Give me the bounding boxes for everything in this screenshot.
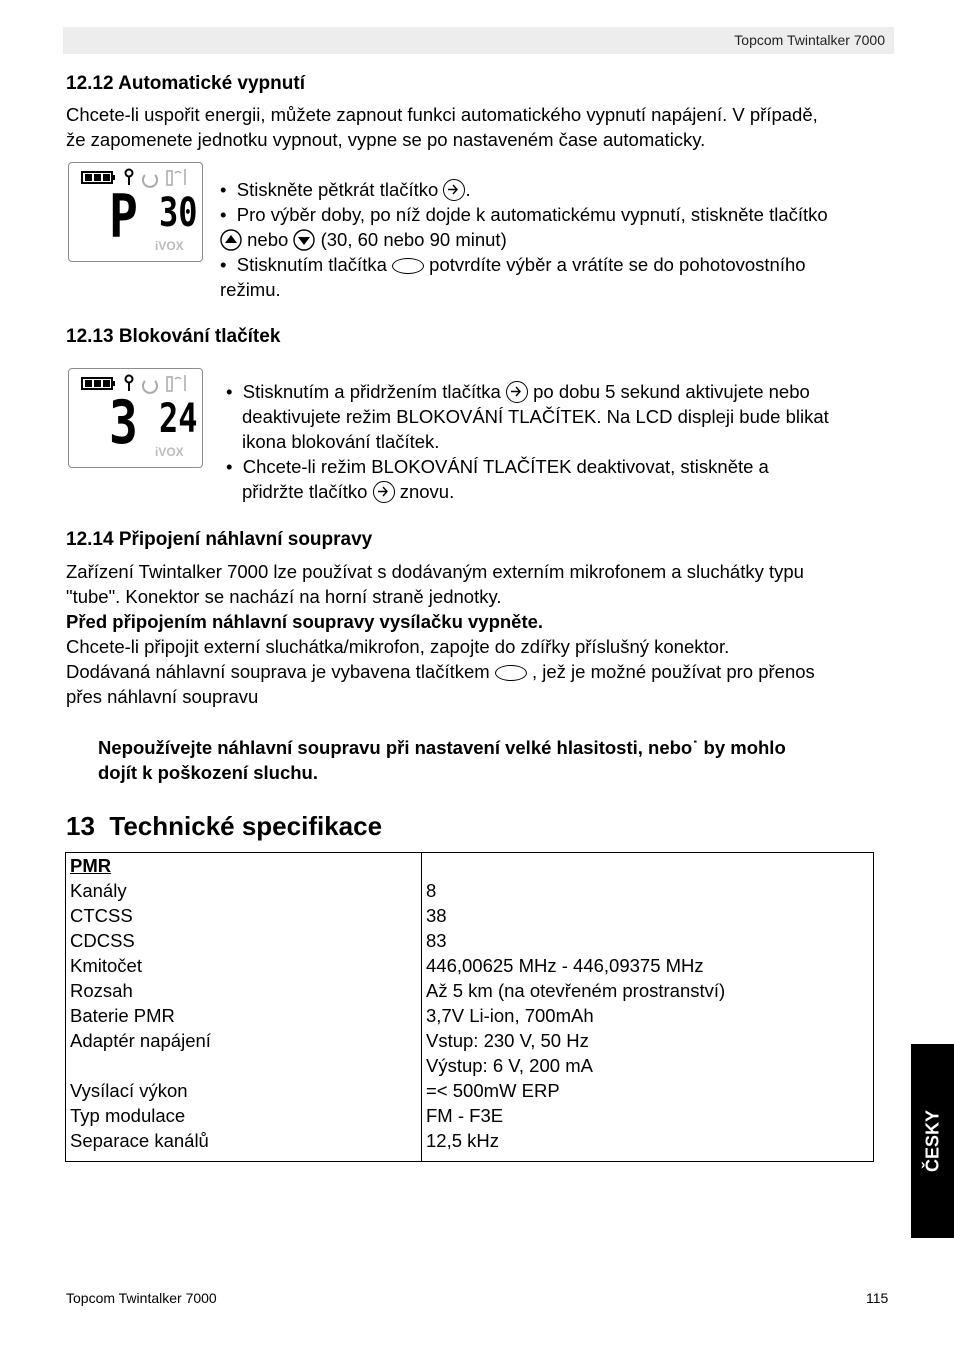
- section-12-12-intro: [66, 102, 818, 152]
- spec-label: Separace kanálů: [70, 1130, 209, 1151]
- language-tab-label: ČESKY: [922, 1109, 942, 1173]
- spec-labels: [70, 878, 417, 1153]
- intro-line: že zapomenete jednotku vypnout, vypne se po nastaveném čase automaticky.: [66, 129, 706, 150]
- spec-value: 3,7V Li-ion, 700mAh: [426, 1005, 594, 1026]
- list-item: • Stisknutím a přidržením tlačítka po dobu 5 sekund aktivujete nebo: [226, 381, 810, 402]
- list-item: režimu.: [220, 279, 281, 300]
- section-12-13-heading: 12.13 Blokování tlačítek: [66, 326, 281, 347]
- spec-value: 8: [426, 880, 437, 901]
- list-item: • Stiskněte pětkrát tlačítko .: [220, 179, 471, 200]
- section-12-14-body: [66, 559, 906, 709]
- antenna-icon: [167, 171, 172, 185]
- intro-line: Chcete-li uspořit energii, můžete zapnout funkci automatického vypnutí napájení. V případě,: [66, 104, 818, 125]
- body-line: Zařízení Twintalker 7000 lze používat s dodávaným externím mikrofonem a sluchátky typu: [66, 561, 804, 582]
- down-button-icon: [293, 229, 315, 251]
- section-13-heading: 13 Technické specifikace: [66, 811, 383, 841]
- list-item: • Stisknutím tlačítka potvrdíte výběr a vrátíte se do pohotovostního: [220, 254, 806, 275]
- ptt-button-icon: [495, 665, 527, 681]
- lcd-letter: P: [109, 182, 138, 252]
- body-line-bold: Před připojením náhlavní soupravy vysílačku vypněte.: [66, 611, 544, 632]
- lcd-vox-label: iVOX: [155, 239, 184, 253]
- footer-title: Topcom Twintalker 7000: [66, 1290, 217, 1306]
- language-tab: [911, 1044, 954, 1238]
- spec-label: [70, 1053, 417, 1078]
- spec-values-cell: [422, 853, 874, 1162]
- body-line: Dodávaná náhlavní souprava je vybavena tlačítkem , jež je možné používat pro přenos: [66, 661, 815, 682]
- spec-value: 12,5 kHz: [426, 1130, 500, 1151]
- spec-table-title: PMR: [70, 855, 112, 876]
- spec-value: Výstup: 6 V, 200 mA: [426, 1055, 593, 1076]
- lcd-display-auto-off: [68, 162, 203, 262]
- body-line: přes náhlavní soupravu: [66, 686, 259, 707]
- body-line: "tube". Konektor se nachází na horní straně jednotky.: [66, 586, 502, 607]
- list-item: nebo (30, 60 nebo 90 minut): [220, 227, 900, 252]
- spec-label: Kmitočet: [70, 955, 142, 976]
- signal-icon: [175, 375, 185, 391]
- header-title: Topcom Twintalker 7000: [734, 32, 885, 48]
- page-number: 115: [866, 1290, 889, 1306]
- spec-table: [65, 852, 874, 1162]
- section-12-14-heading: 12.14 Připojení náhlavní soupravy: [66, 529, 373, 550]
- lcd-digits: 30: [159, 190, 198, 236]
- spec-label: CDCSS: [70, 930, 135, 951]
- lcd-vox-label: iVOX: [155, 445, 184, 459]
- list-item: přidržte tlačítko znovu.: [242, 481, 455, 502]
- spec-value: FM - F3E: [426, 1105, 504, 1126]
- spec-value: =< 500mW ERP: [426, 1080, 560, 1101]
- ptt-button-icon: [392, 258, 424, 274]
- list-item: deaktivujete režim BLOKOVÁNÍ TLAČÍTEK. Na LCD displeji bude blikat: [242, 406, 829, 427]
- lcd-digits: 24: [159, 396, 198, 442]
- menu-button-icon: [373, 481, 395, 503]
- warning-text: Nepoužívejte náhlavní soupravu při nastavení velké hlasitosti, nebo˙ by mohlo dojít k poškození sluchu.: [98, 737, 786, 783]
- section-12-12-bullets: [220, 177, 900, 302]
- list-item: • Chcete-li režim BLOKOVÁNÍ TLAČÍTEK deaktivovat, stiskněte a: [226, 456, 769, 477]
- lcd-letter: 3: [109, 388, 138, 458]
- menu-button-icon: [506, 381, 528, 403]
- body-line: Chcete-li připojit externí sluchátka/mikrofon, zapojte do zdířky příslušný konektor.: [66, 636, 730, 657]
- refresh-icon: [143, 175, 157, 187]
- header-bar: [63, 27, 894, 54]
- spec-label: Rozsah: [70, 980, 133, 1001]
- spec-value: 38: [426, 905, 447, 926]
- section-12-12-heading: 12.12 Automatické vypnutí: [66, 73, 305, 94]
- list-item: • Pro výběr doby, po níž dojde k automatickému vypnutí, stiskněte tlačítko: [220, 204, 828, 225]
- list-item: ikona blokování tlačítek.: [242, 431, 440, 452]
- up-button-icon: [220, 229, 242, 251]
- spec-labels-cell: [66, 853, 422, 1162]
- lcd-display-key-lock: [68, 368, 203, 468]
- spec-label: Baterie PMR: [70, 1005, 175, 1026]
- spec-value: Vstup: 230 V, 50 Hz: [426, 1030, 589, 1051]
- spec-value: Až 5 km (na otevřeném prostranství): [426, 980, 726, 1001]
- spec-value: 446,00625 MHz - 446,09375 MHz: [426, 955, 704, 976]
- spec-label: CTCSS: [70, 905, 133, 926]
- spec-label: Vysílací výkon: [70, 1080, 188, 1101]
- spec-label: Typ modulace: [70, 1105, 186, 1126]
- spec-label: Kanály: [70, 880, 127, 901]
- section-12-13-bullets: [226, 379, 896, 504]
- antenna-icon: [167, 377, 172, 391]
- menu-button-icon: [443, 179, 465, 201]
- signal-icon: [175, 169, 185, 185]
- spec-label: Adaptér napájení: [70, 1030, 211, 1051]
- spec-value: 83: [426, 930, 447, 951]
- spec-values: [426, 878, 869, 1153]
- refresh-icon: [143, 381, 157, 393]
